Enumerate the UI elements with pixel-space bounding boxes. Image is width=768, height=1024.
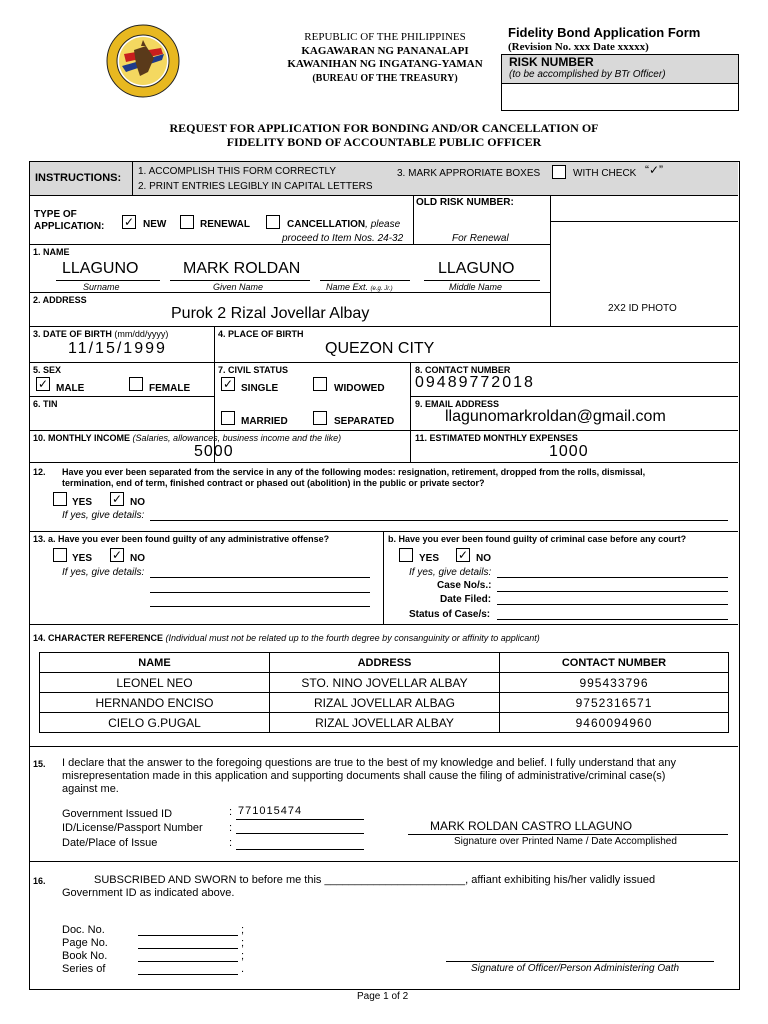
single-label: SINGLE (241, 383, 279, 394)
risk-number-box (501, 54, 739, 111)
date-filed-label: Date Filed: (440, 594, 492, 605)
risk-number-label: RISK NUMBER (509, 55, 594, 69)
pob-value[interactable]: QUEZON CITY (325, 340, 435, 357)
character-reference-table (39, 652, 729, 733)
instruction-2: 2. PRINT ENTRIES LEGIBLY IN CAPITAL LETTERS (138, 181, 373, 192)
q16-text-line1: SUBSCRIBED AND SWORN to before me this _______________________, affiant exhibiting his/her validly issued (94, 874, 656, 886)
q15-text-line1: I declare that the answer to the foregoing questions are true to the best of my knowledge and belief. I fully understand that any (62, 757, 676, 769)
gov-id-label: Government Issued ID (62, 808, 173, 820)
name-ext-caption: Name Ext. (326, 282, 369, 292)
book-no-semicolon: ; (241, 950, 245, 962)
ref-address-1[interactable]: STO. NINO JOVELLAR ALBAY (270, 673, 500, 693)
series-of-dot: . (241, 963, 245, 975)
new-checkbox[interactable]: ✓ (123, 215, 135, 229)
q15-text-line3: against me. (62, 783, 119, 795)
surname-caption: Surname (83, 282, 120, 292)
female-label: FEMALE (149, 383, 191, 394)
q13a-no-checkbox[interactable]: ✓ (111, 548, 123, 562)
address-value[interactable]: Purok 2 Rizal Jovellar Albay (171, 305, 370, 322)
page-no-label: Page No. (62, 937, 108, 949)
page-no-semicolon: ; (241, 937, 245, 949)
given-name-value[interactable]: MARK ROLDAN (183, 260, 301, 277)
ref-contact-1[interactable]: 995433796 (500, 673, 729, 693)
surname-value[interactable]: LLAGUNO (62, 260, 139, 277)
cancellation-note-2: proceed to Item Nos. 24-32 (282, 233, 404, 244)
gov-id-value[interactable]: 771015474 (238, 805, 303, 817)
name-ext-example: (e.g. Jr.) (370, 286, 393, 292)
risk-number-note: (to be accomplished by BTr Officer) (509, 69, 666, 80)
photo-label: 2X2 ID PHOTO (608, 303, 677, 314)
header-kawanihan: KAWANIHAN NG INGATANG-YAMAN (287, 58, 483, 70)
middle-name-caption: Middle Name (449, 282, 503, 292)
name-label: 1. NAME (33, 247, 70, 257)
page-number: Page 1 of 2 (357, 991, 409, 1002)
ref-address-3[interactable]: RIZAL JOVELLAR ALBAY (270, 713, 500, 733)
widowed-label: WIDOWED (334, 383, 385, 394)
separated-checkbox[interactable] (313, 411, 327, 425)
monthly-income-label: 10. MONTHLY INCOME (33, 433, 131, 443)
book-no-label: Book No. (62, 950, 108, 962)
q13a-yes-checkbox[interactable] (53, 548, 67, 562)
request-title-line1: REQUEST FOR APPLICATION FOR BONDING AND/OR CANCELLATION OF (169, 121, 599, 135)
female-checkbox[interactable] (129, 377, 143, 391)
revision-text: (Revision No. xxx Date xxxxx) (508, 41, 649, 53)
q13b-details-label: If yes, give details: (409, 567, 492, 578)
male-checkbox[interactable]: ✓ (37, 377, 49, 391)
ref-name-3[interactable]: CIELO G.PUGAL (40, 713, 270, 733)
q13b-text: b. Have you ever been found guilty of criminal case before any court? (388, 534, 687, 544)
monthly-income-note: (Salaries, allowances, business income and the like) (132, 433, 342, 443)
q12-no-checkbox[interactable]: ✓ (111, 492, 123, 506)
address-label: 2. ADDRESS (33, 295, 87, 305)
header-republic: REPUBLIC OF THE PHILIPPINES (304, 31, 466, 43)
renewal-label: RENEWAL (200, 219, 250, 230)
cancellation-label: CANCELLATION (287, 219, 366, 230)
q13b-yes-label: YES (419, 553, 440, 564)
contact-number-label: 8. CONTACT NUMBER (415, 365, 511, 375)
table-row (40, 673, 729, 693)
date-place-label: Date/Place of Issue (62, 837, 158, 849)
status-of-case-label: Status of Case/s: (409, 609, 491, 620)
q12-yes-checkbox[interactable] (53, 492, 67, 506)
series-of-label: Series of (62, 963, 106, 975)
ref-name-2[interactable]: HERNANDO ENCISO (40, 693, 270, 713)
civil-status-label: 7. CIVIL STATUS (218, 365, 289, 375)
ref-header-name: NAME (40, 653, 270, 673)
monthly-expenses-value[interactable]: 1000 (549, 443, 589, 460)
character-reference-note: (Individual must not be related up to the fourth degree by consanguinity or affinity to applicant) (165, 633, 540, 643)
given-name-caption: Given Name (213, 282, 264, 292)
with-check-label: WITH CHECK (573, 168, 637, 179)
q13b-no-label: NO (476, 553, 491, 564)
q13b-yes-checkbox[interactable] (399, 548, 413, 562)
q12-number: 12. (33, 467, 46, 477)
middle-name-value[interactable]: LLAGUNO (438, 260, 515, 277)
gov-id-colon: : (229, 806, 233, 818)
header-bureau: (BUREAU OF THE TREASURY) (312, 72, 458, 84)
monthly-income-value[interactable]: 5000 (194, 443, 234, 460)
q12-yes-label: YES (72, 497, 93, 508)
dob-label: 3. DATE OF BIRTH (33, 329, 112, 339)
q12-text-line1: Have you ever been separated from the service in any of the following modes: resignation, retirement, dropped from the rolls, dismissal, (62, 467, 646, 477)
separated-label: SEPARATED (334, 416, 395, 427)
q13a-details-label: If yes, give details: (62, 567, 145, 578)
married-label: MARRIED (241, 416, 288, 427)
q12-text-line2: termination, end of term, finished contract or phased out (abolition) in the public or private sector? (62, 478, 485, 488)
table-row (40, 713, 729, 733)
doc-no-label: Doc. No. (62, 924, 105, 936)
new-label: NEW (143, 219, 167, 230)
q15-text-line2: misrepresentation made in this application and supporting documents shall cause the filing of administrative/criminal case(s) (62, 770, 666, 782)
cancellation-note: , please (365, 219, 401, 230)
married-checkbox[interactable] (221, 411, 235, 425)
applicant-signature-name[interactable]: MARK ROLDAN CASTRO LLAGUNO (430, 819, 633, 833)
ref-address-2[interactable]: RIZAL JOVELLAR ALBAG (270, 693, 500, 713)
officer-signature-caption: Signature of Officer/Person Administering Oath (471, 963, 680, 974)
for-renewal-caption: For Renewal (452, 233, 509, 244)
sample-checkbox (552, 165, 566, 179)
widowed-checkbox[interactable] (313, 377, 327, 391)
applicant-signature-caption: Signature over Printed Name / Date Accomplished (454, 836, 677, 847)
ref-header-contact: CONTACT NUMBER (500, 653, 729, 673)
doc-no-semicolon: ; (241, 924, 245, 936)
email-label: 9. EMAIL ADDRESS (415, 399, 500, 409)
q15-number: 15. (33, 759, 46, 769)
type-of-application-label: TYPE OF APPLICATION: (34, 209, 105, 232)
dob-format: (mm/dd/yyyy) (114, 329, 169, 339)
q16-text-line2: Government ID as indicated above. (62, 887, 235, 899)
q12-details-label: If yes, give details: (62, 510, 145, 521)
form-title: Fidelity Bond Application Form (508, 25, 701, 40)
instruction-3: 3. MARK APPRORIATE BOXES (397, 168, 541, 179)
q12-no-label: NO (130, 497, 145, 508)
renewal-checkbox[interactable] (180, 215, 194, 229)
instruction-1: 1. ACCOMPLISH THIS FORM CORRECTLY (138, 166, 336, 177)
license-label: ID/License/Passport Number (62, 822, 203, 834)
case-no-label: Case No/s.: (437, 580, 492, 591)
email-value[interactable]: llagunomarkroldan@gmail.com (445, 408, 666, 425)
cancellation-checkbox[interactable] (266, 215, 280, 229)
q13a-no-label: NO (130, 553, 145, 564)
q13a-text: 13. a. Have you ever been found guilty of any administrative offense? (33, 534, 330, 544)
instructions-label: INSTRUCTIONS: (35, 172, 122, 184)
single-checkbox[interactable]: ✓ (222, 377, 234, 391)
license-colon: : (229, 822, 233, 834)
table-row (40, 693, 729, 713)
treasury-seal-icon (106, 24, 180, 98)
pob-label: 4. PLACE OF BIRTH (218, 329, 304, 339)
ref-name-1[interactable]: LEONEL NEO (40, 673, 270, 693)
q13a-yes-label: YES (72, 553, 93, 564)
header-kagawaran: KAGAWARAN NG PANANALAPI (301, 44, 469, 57)
character-reference-label: 14. CHARACTER REFERENCE (33, 633, 164, 643)
dob-value[interactable]: 11/15/1999 (68, 340, 167, 357)
male-label: MALE (56, 383, 85, 394)
q16-number: 16. (33, 876, 46, 886)
contact-number-value[interactable]: 09489772018 (415, 374, 535, 391)
sex-label: 5. SEX (33, 365, 62, 375)
check-mark-example: “✓” (645, 163, 664, 177)
ref-header-address: ADDRESS (270, 653, 500, 673)
ref-contact-2[interactable]: 9752316571 (500, 693, 729, 713)
monthly-expenses-label: 11. ESTIMATED MONTHLY EXPENSES (415, 433, 578, 443)
date-place-colon: : (229, 837, 233, 849)
old-risk-number-label: OLD RISK NUMBER: (416, 197, 514, 208)
request-title-line2: FIDELITY BOND OF ACCOUNTABLE PUBLIC OFFICER (226, 135, 542, 149)
q13b-no-checkbox[interactable]: ✓ (457, 548, 469, 562)
ref-contact-3[interactable]: 9460094960 (500, 713, 729, 733)
tin-label: 6. TIN (33, 399, 58, 409)
